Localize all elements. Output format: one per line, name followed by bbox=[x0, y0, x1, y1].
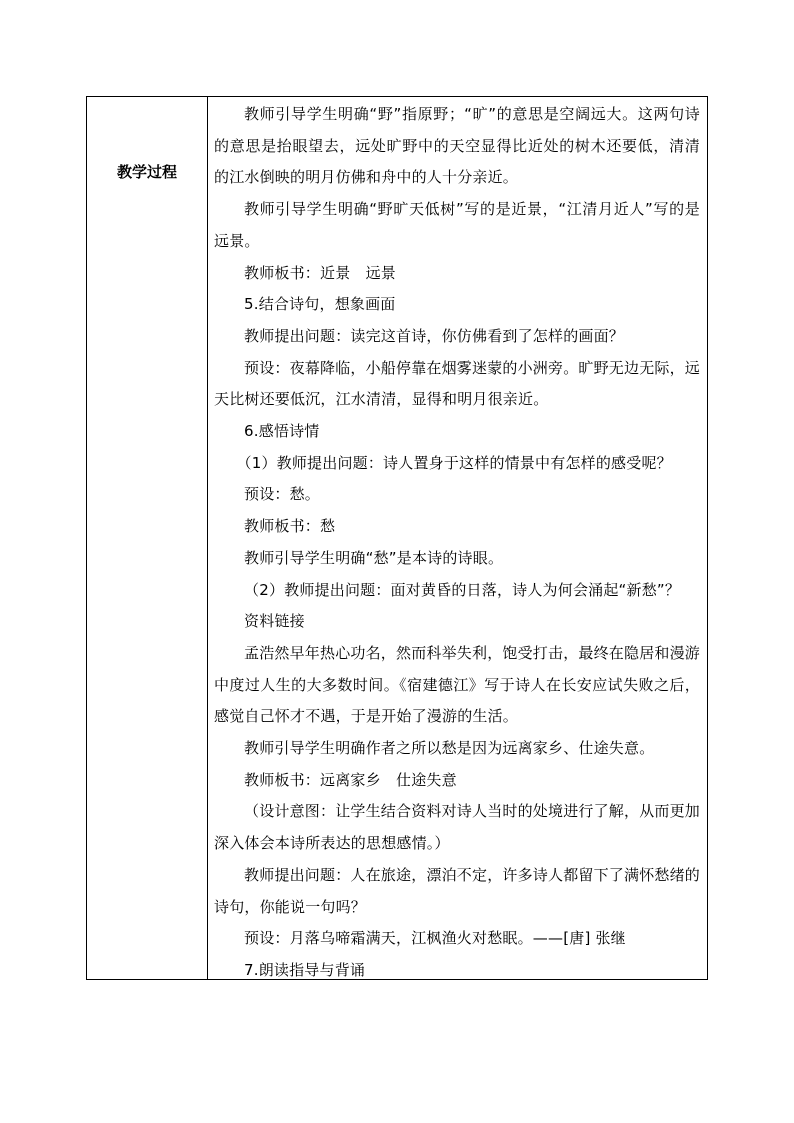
paragraph-3: 教师板书：近景 远景 bbox=[244, 263, 397, 282]
lesson-table bbox=[86, 96, 708, 980]
paragraph-6: 预设：夜幕降临，小船停靠在烟雾迷蒙的小洲旁。旷野无边无际，远天比树还要低沉，江水清清，显得和明月很亲近。 bbox=[214, 358, 701, 409]
paragraph-8: （1）教师提出问题：诗人置身于这样的情景中有怎样的感受呢？ bbox=[236, 453, 672, 472]
paragraph-11: 教师引导学生明确“愁”是本诗的诗眼。 bbox=[244, 548, 504, 567]
paragraph-10: 教师板书：愁 bbox=[244, 517, 336, 536]
paragraph-19: 预设：月落乌啼霜满天，江枫渔火对愁眠。——[唐] 张继 bbox=[244, 929, 626, 948]
paragraph-1: 教师引导学生明确“野”指原野；“旷”的意思是空阔远大。这两句诗的意思是抬眼望去，远处旷野中的天空显得比近处的树木还要低，清清的江水倒映的明月仿佛和舟中的人十分亲近。 bbox=[214, 105, 700, 187]
paragraph-2: 教师引导学生明确“野旷天低树”写的是近景，“江清月近人”写的是远景。 bbox=[214, 200, 700, 250]
paragraph-14: 孟浩然早年热心功名，然而科举失利，饱受打击，最终在隐居和漫游中度过人生的大多数时间。《宿建德江》写于诗人在长安应试失败之后，感觉自己怀才不遇，于是开始了漫游的生活。 bbox=[214, 643, 701, 726]
paragraph-16: 教师板书：远离家乡 仕途失意 bbox=[244, 770, 457, 789]
paragraph-18: 教师提出问题：人在旅途，漂泊不定，许多诗人都留下了满怀愁绪的诗句，你能说一句吗？ bbox=[214, 865, 701, 916]
paragraph-5: 教师提出问题：读完这首诗，你仿佛看到了怎样的画面？ bbox=[244, 326, 625, 345]
paragraph-17: （设计意图：让学生结合资料对诗人当时的处境进行了解，从而更加深入体会本诗所表达的思想感情。） bbox=[214, 802, 701, 853]
paragraph-13: 资料链接 bbox=[244, 612, 305, 631]
section-label: 教学过程 bbox=[116, 163, 177, 181]
paragraph-20: 7.朗读指导与背诵 bbox=[244, 960, 366, 979]
paragraph-15: 教师引导学生明确作者之所以愁是因为远离家乡、仕途失意。 bbox=[244, 739, 655, 758]
label-cell bbox=[87, 97, 208, 979]
paragraph-12: （2）教师提出问题：面对黄昏的日落，诗人为何会涌起“新愁”？ bbox=[244, 580, 681, 599]
paragraph-9: 预设：愁。 bbox=[244, 485, 321, 504]
paragraph-4: 5.结合诗句，想象画面 bbox=[244, 295, 396, 314]
content-cell bbox=[208, 97, 707, 979]
paragraph-7: 6.感悟诗情 bbox=[244, 422, 320, 441]
